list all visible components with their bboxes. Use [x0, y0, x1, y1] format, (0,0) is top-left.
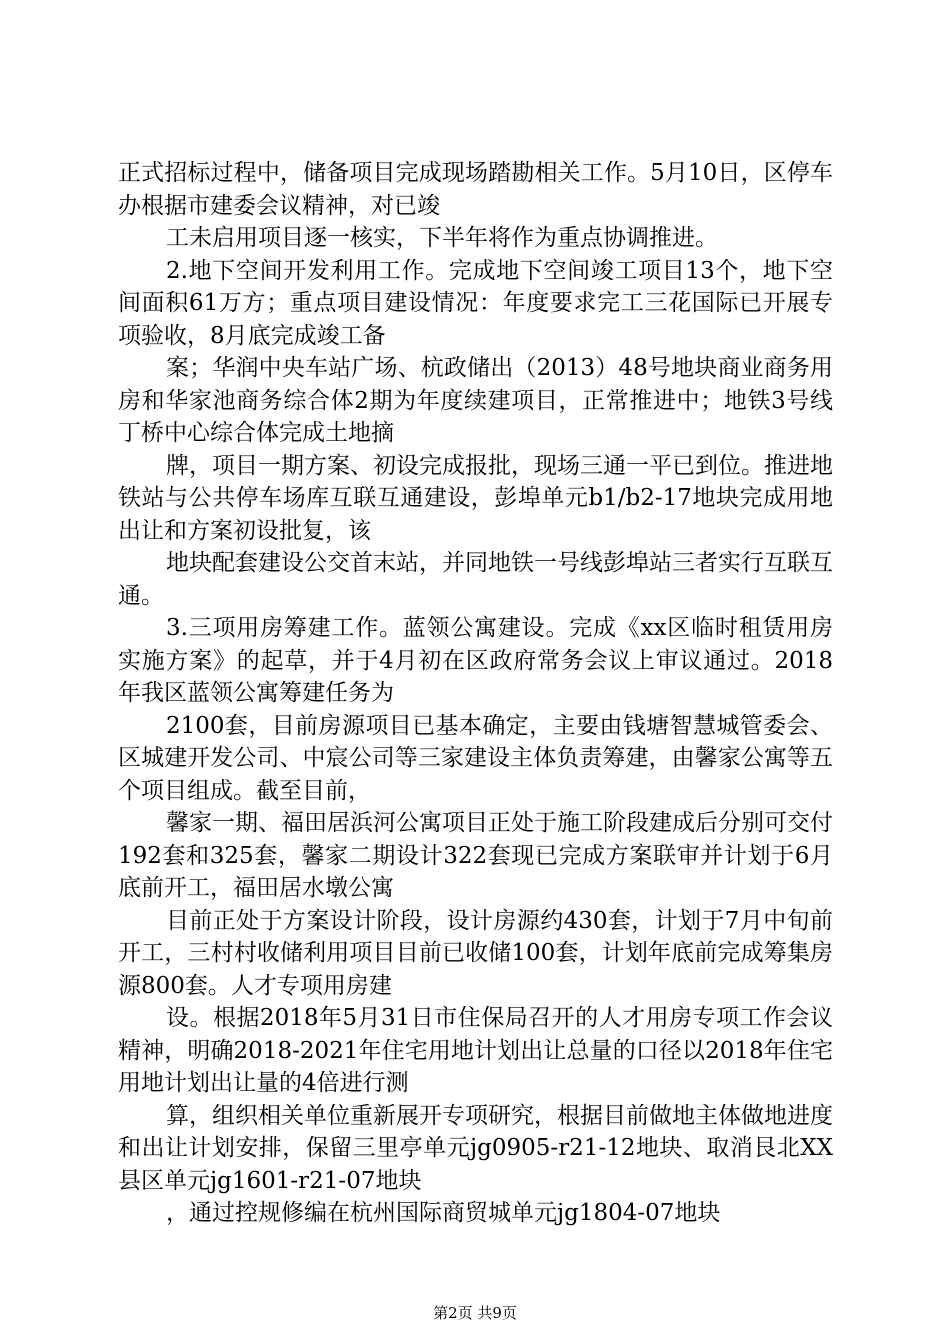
page-footer	[0, 1303, 950, 1323]
paragraph: 算，组织相关单位重新展开专项研究，根据目前做地主体做地进度和出让计划安排，保留三里亭单元jg0905-r21-12地块、取消艮北XX县区单元jg1601-r21-07地块	[118, 1102, 833, 1194]
paragraph: 3.三项用房筹建工作。蓝领公寓建设。完成《xx区临时租赁用房实施方案》的起草，并于4月初在区政府常务会议上审议通过。2018年我区蓝领公寓筹建任务为	[118, 615, 833, 706]
paragraph: ，通过控规修编在杭州国际商贸城单元jg1804-07地块	[166, 1200, 721, 1226]
paragraph: 牌，项目一期方案、初设完成报批，现场三通一平已到位。推进地铁站与公共停车场库互联互通建设，彭埠单元b1/b2-17地块完成用地出让和方案初设批复，该	[118, 452, 833, 544]
paragraph: 案；华润中央车站广场、杭政储出（2013）48号地块商业商务用房和华家池商务综合体2期为年度续建项目，正常推进中；地铁3号线丁桥中心综合体完成土地摘	[118, 355, 833, 446]
paragraph: 地块配套建设公交首末站，并同地铁一号线彭埠站三者实行互联互通。	[118, 550, 833, 609]
paragraph: 目前正处于方案设计阶段，设计房源约430套，计划于7月中旬前开工，三村村收储利用项目目前已收储100套，计划年底前完成筹集房源800套。人才专项用房建	[118, 907, 833, 999]
body-text	[118, 157, 833, 1230]
page-number-label: 第2页 共9页	[433, 1304, 517, 1322]
paragraph: 工未启用项目逐一核实，下半年将作为重点协调推进。	[166, 225, 718, 251]
paragraph: 2100套，目前房源项目已基本确定，主要由钱塘智慧城管委会、区城建开发公司、中宸公司等三家建设主体负责筹建，由馨家公寓等五个项目组成。截至目前，	[118, 712, 833, 804]
paragraph: 设。根据2018年5月31日市住保局召开的人才用房专项工作会议精神，明确2018-2021年住宅用地计划出让总量的口径以2018年住宅用地计划出让量的4倍进行测	[118, 1005, 833, 1096]
paragraph: 馨家一期、福田居浜河公寓项目正处于施工阶段建成后分别可交付192套和325套，馨家二期设计322套现已完成方案联审并计划于6月底前开工，福田居水墩公寓	[118, 810, 833, 901]
paragraph: 正式招标过程中，储备项目完成现场踏勘相关工作。5月10日，区停车办根据市建委会议精神，对已竣	[118, 160, 833, 219]
paragraph: 2.地下空间开发利用工作。完成地下空间竣工项目13个，地下空间面积61万方；重点项目建设情况：年度要求完工三花国际已开展专项验收，8月底完成竣工备	[118, 257, 833, 349]
